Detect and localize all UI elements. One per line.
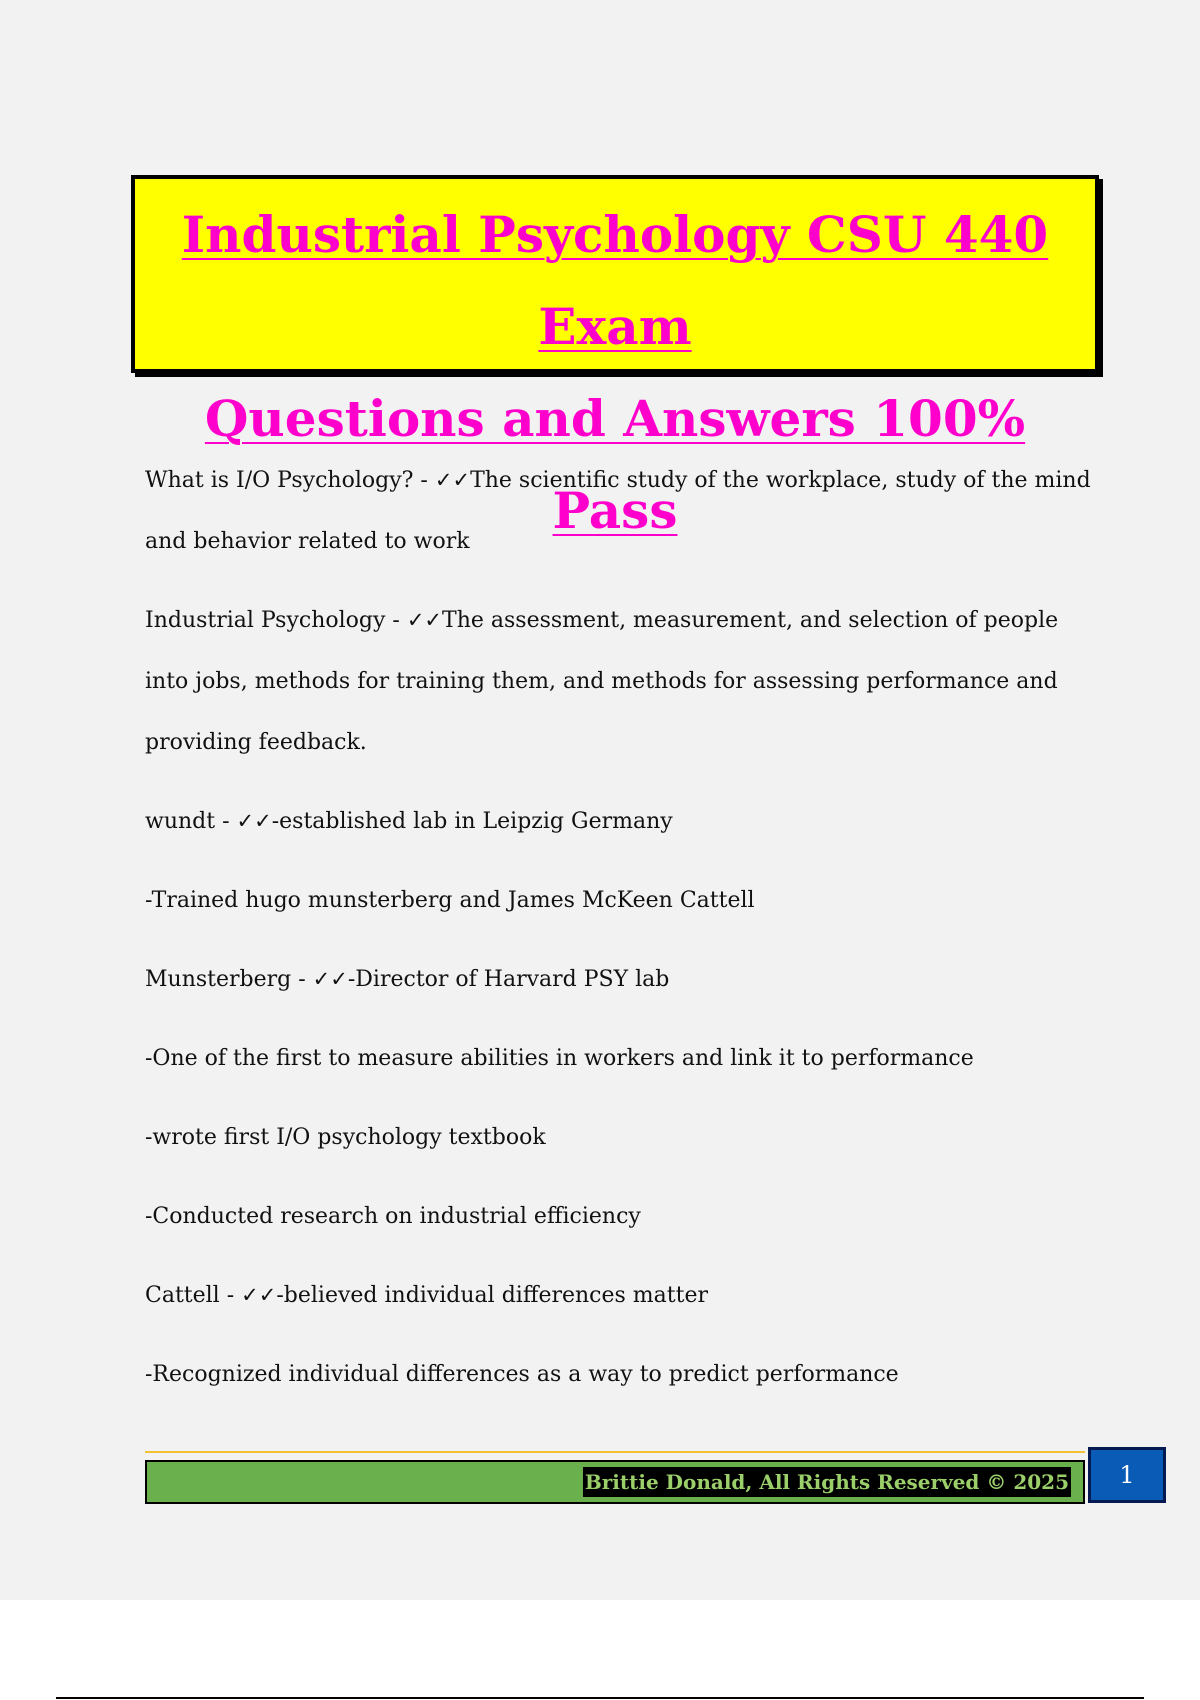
qa-answer: -believed individual differences matter xyxy=(276,1283,708,1308)
qa-answer: The scientific study of the workplace, study of the mind and behavior related to work xyxy=(145,468,1091,554)
qa-answer: -established lab in Leipzig Germany xyxy=(271,809,673,834)
page-bottom-divider xyxy=(56,1697,1144,1699)
check-mark-icon: ✓✓ xyxy=(241,1283,277,1307)
qa-detail: -One of the first to measure abilities in workers and link it to performance xyxy=(145,1046,974,1071)
footer-divider xyxy=(145,1451,1085,1453)
qa-detail: -Recognized individual differences as a way to predict performance xyxy=(145,1362,899,1387)
title-line-1: Industrial Psychology CSU 440 Exam xyxy=(181,205,1049,356)
qa-term: Industrial Psychology - xyxy=(145,608,407,633)
qa-detail: -Trained hugo munsterberg and James McKeen Cattell xyxy=(145,888,755,913)
check-mark-icon: ✓✓ xyxy=(406,608,443,632)
qa-detail: -Conducted research on industrial efficiency xyxy=(145,1204,641,1229)
qa-answer: -Director of Harvard PSY lab xyxy=(347,967,670,992)
page-number: 1 xyxy=(1088,1447,1166,1503)
check-mark-icon: ✓✓ xyxy=(236,809,272,833)
footer-bar xyxy=(145,1460,1085,1504)
qa-entry xyxy=(145,949,1105,1010)
qa-detail: -wrote first I/O psychology textbook xyxy=(145,1125,546,1150)
qa-answer: The assessment, measurement, and selection of people into jobs, methods for training them, and methods for assessing performance and providing feedback. xyxy=(145,608,1059,755)
title-line-2: Questions and Answers 100% Pass xyxy=(204,389,1026,540)
qa-entry xyxy=(145,590,1105,773)
qa-entry xyxy=(145,791,1105,852)
qa-content xyxy=(145,450,1105,1405)
copyright-text: Brittie Donald, All Rights Reserved © 2025 xyxy=(583,1467,1071,1497)
qa-entry xyxy=(145,1265,1105,1326)
check-mark-icon: ✓✓ xyxy=(434,468,471,492)
qa-term: wundt - xyxy=(145,809,237,834)
qa-term: Munsterberg - xyxy=(145,967,313,992)
qa-entry xyxy=(145,450,1105,572)
qa-term: What is I/O Psychology? - xyxy=(145,468,435,493)
check-mark-icon: ✓✓ xyxy=(312,967,348,991)
qa-term: Cattell - xyxy=(145,1283,242,1308)
